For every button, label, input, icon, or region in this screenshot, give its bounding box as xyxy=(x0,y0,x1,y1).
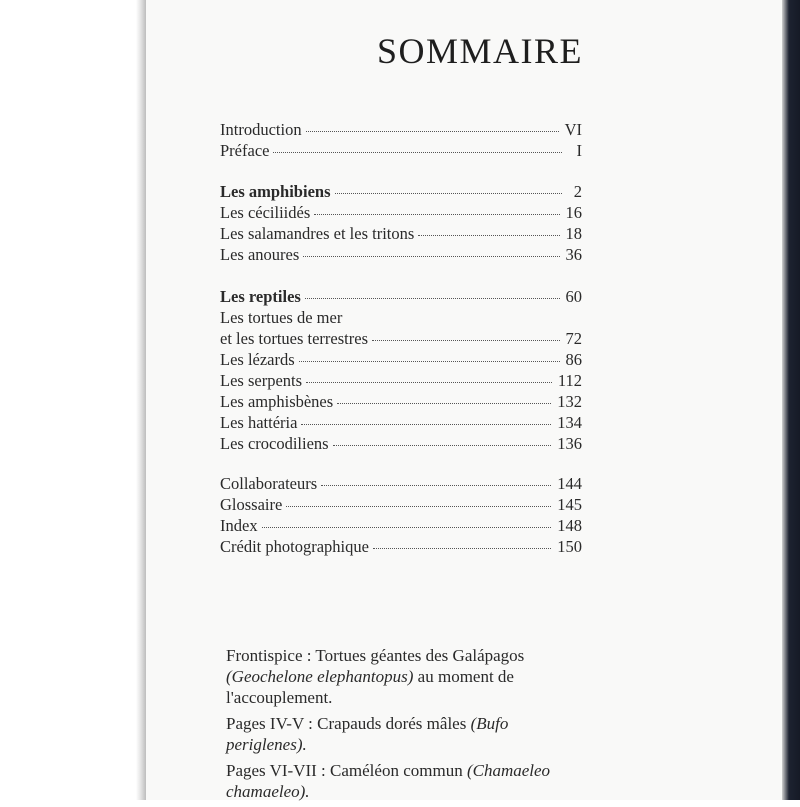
leader-dots xyxy=(286,506,551,507)
caption-text: Frontispice : Tortues géantes des Galápagos xyxy=(226,646,525,665)
leader-dots xyxy=(418,235,559,236)
caption-frontispice xyxy=(226,645,586,708)
toc-entry xyxy=(220,434,582,455)
toc-entry-page: 134 xyxy=(557,413,582,432)
toc-entry-continued xyxy=(220,308,582,329)
toc-entry xyxy=(220,350,582,371)
toc-entry-label: Les serpents xyxy=(220,371,303,390)
toc-reptiles xyxy=(220,287,582,455)
toc-entry-label: et les tortues terrestres xyxy=(220,329,368,348)
toc-entry xyxy=(220,474,582,495)
toc-entry xyxy=(220,516,582,537)
toc-entry xyxy=(220,371,582,392)
toc-entry-label: Préface xyxy=(220,141,270,160)
toc-entry-label: Crédit photographique xyxy=(220,537,369,556)
toc-entry-page: 112 xyxy=(557,371,582,390)
toc-entry xyxy=(220,120,582,141)
toc-entry-page: 145 xyxy=(557,495,582,514)
leader-dots xyxy=(273,152,562,153)
toc-entry-label: Les amphisbènes xyxy=(220,392,334,411)
leader-dots xyxy=(372,340,560,341)
toc-entry-label: Les lézards xyxy=(220,350,295,369)
caption-pages-iv-v xyxy=(226,713,586,755)
leader-dots xyxy=(333,445,552,446)
toc-entry-page: 72 xyxy=(565,329,582,348)
toc-entry xyxy=(220,141,582,162)
page-left-edge xyxy=(0,0,146,800)
toc-entry-label: Les tortues de mer xyxy=(220,308,343,327)
toc-section-heading xyxy=(220,182,582,203)
toc-amphibiens xyxy=(220,182,582,266)
leader-dots xyxy=(321,485,551,486)
caption-text: Pages IV-V : Crapauds dorés mâles xyxy=(226,714,471,733)
toc-entry-page: 18 xyxy=(565,224,582,243)
toc-entry-page: 150 xyxy=(557,537,582,556)
caption-species: (Geochelone elephantopus) xyxy=(226,667,414,686)
caption-pages-vi-vii xyxy=(226,760,586,802)
leader-dots xyxy=(306,382,552,383)
caption-species: (Bufo periglenes). xyxy=(226,714,509,754)
image-captions xyxy=(226,645,586,807)
toc-back-matter xyxy=(220,474,582,558)
toc-entry-label: Index xyxy=(220,516,258,535)
leader-dots xyxy=(262,527,552,528)
toc-entry xyxy=(220,495,582,516)
leader-dots xyxy=(301,424,551,425)
toc-entry-page: 36 xyxy=(565,245,582,264)
toc-entry-page: 144 xyxy=(557,474,582,493)
leader-dots xyxy=(314,214,559,215)
toc-entry xyxy=(220,245,582,266)
toc-entry-page: I xyxy=(576,141,582,160)
toc-entry xyxy=(220,329,582,350)
toc-entry-page: 60 xyxy=(565,287,582,306)
toc-entry-label: Glossaire xyxy=(220,495,283,514)
leader-dots xyxy=(299,361,560,362)
toc-entry-page: 136 xyxy=(557,434,582,453)
toc-entry-page: VI xyxy=(564,120,582,139)
toc-entry xyxy=(220,537,582,558)
toc-entry xyxy=(220,413,582,434)
toc-entry-label: Les reptiles xyxy=(220,287,301,306)
leader-dots xyxy=(337,403,551,404)
toc-entry-label: Introduction xyxy=(220,120,302,139)
toc-entry-page: 2 xyxy=(573,182,582,201)
toc-entry-label: Les céciliidés xyxy=(220,203,311,222)
toc-section-heading xyxy=(220,287,582,308)
caption-text: Pages VI-VII : Caméléon commun xyxy=(226,761,467,780)
toc-entry xyxy=(220,224,582,245)
toc-entry-label: Les salamandres et les tritons xyxy=(220,224,415,243)
toc-entry-page: 16 xyxy=(565,203,582,222)
book-cover-edge xyxy=(782,0,800,800)
leader-dots xyxy=(306,131,559,132)
toc-entry-page: 148 xyxy=(557,516,582,535)
toc-entry-label: Les anoures xyxy=(220,245,300,264)
caption-text: au moment de l'accouplement. xyxy=(226,667,514,707)
toc-entry-page: 132 xyxy=(557,392,582,411)
toc-entry-label: Les crocodiliens xyxy=(220,434,329,453)
toc-entry-label: Les amphibiens xyxy=(220,182,331,201)
toc-entry-label: Les hattéria xyxy=(220,413,298,432)
leader-dots xyxy=(305,298,560,299)
leader-dots xyxy=(335,193,563,194)
toc-entry xyxy=(220,392,582,413)
toc-entry-label: Collaborateurs xyxy=(220,474,318,493)
page-title: SOMMAIRE xyxy=(377,31,584,71)
toc-entry-page: 86 xyxy=(565,350,582,369)
leader-dots xyxy=(373,548,551,549)
caption-species: (Chamaeleo chamaeleo). xyxy=(226,761,551,801)
toc-front-matter xyxy=(220,120,582,162)
toc-entry xyxy=(220,203,582,224)
leader-dots xyxy=(303,256,559,257)
